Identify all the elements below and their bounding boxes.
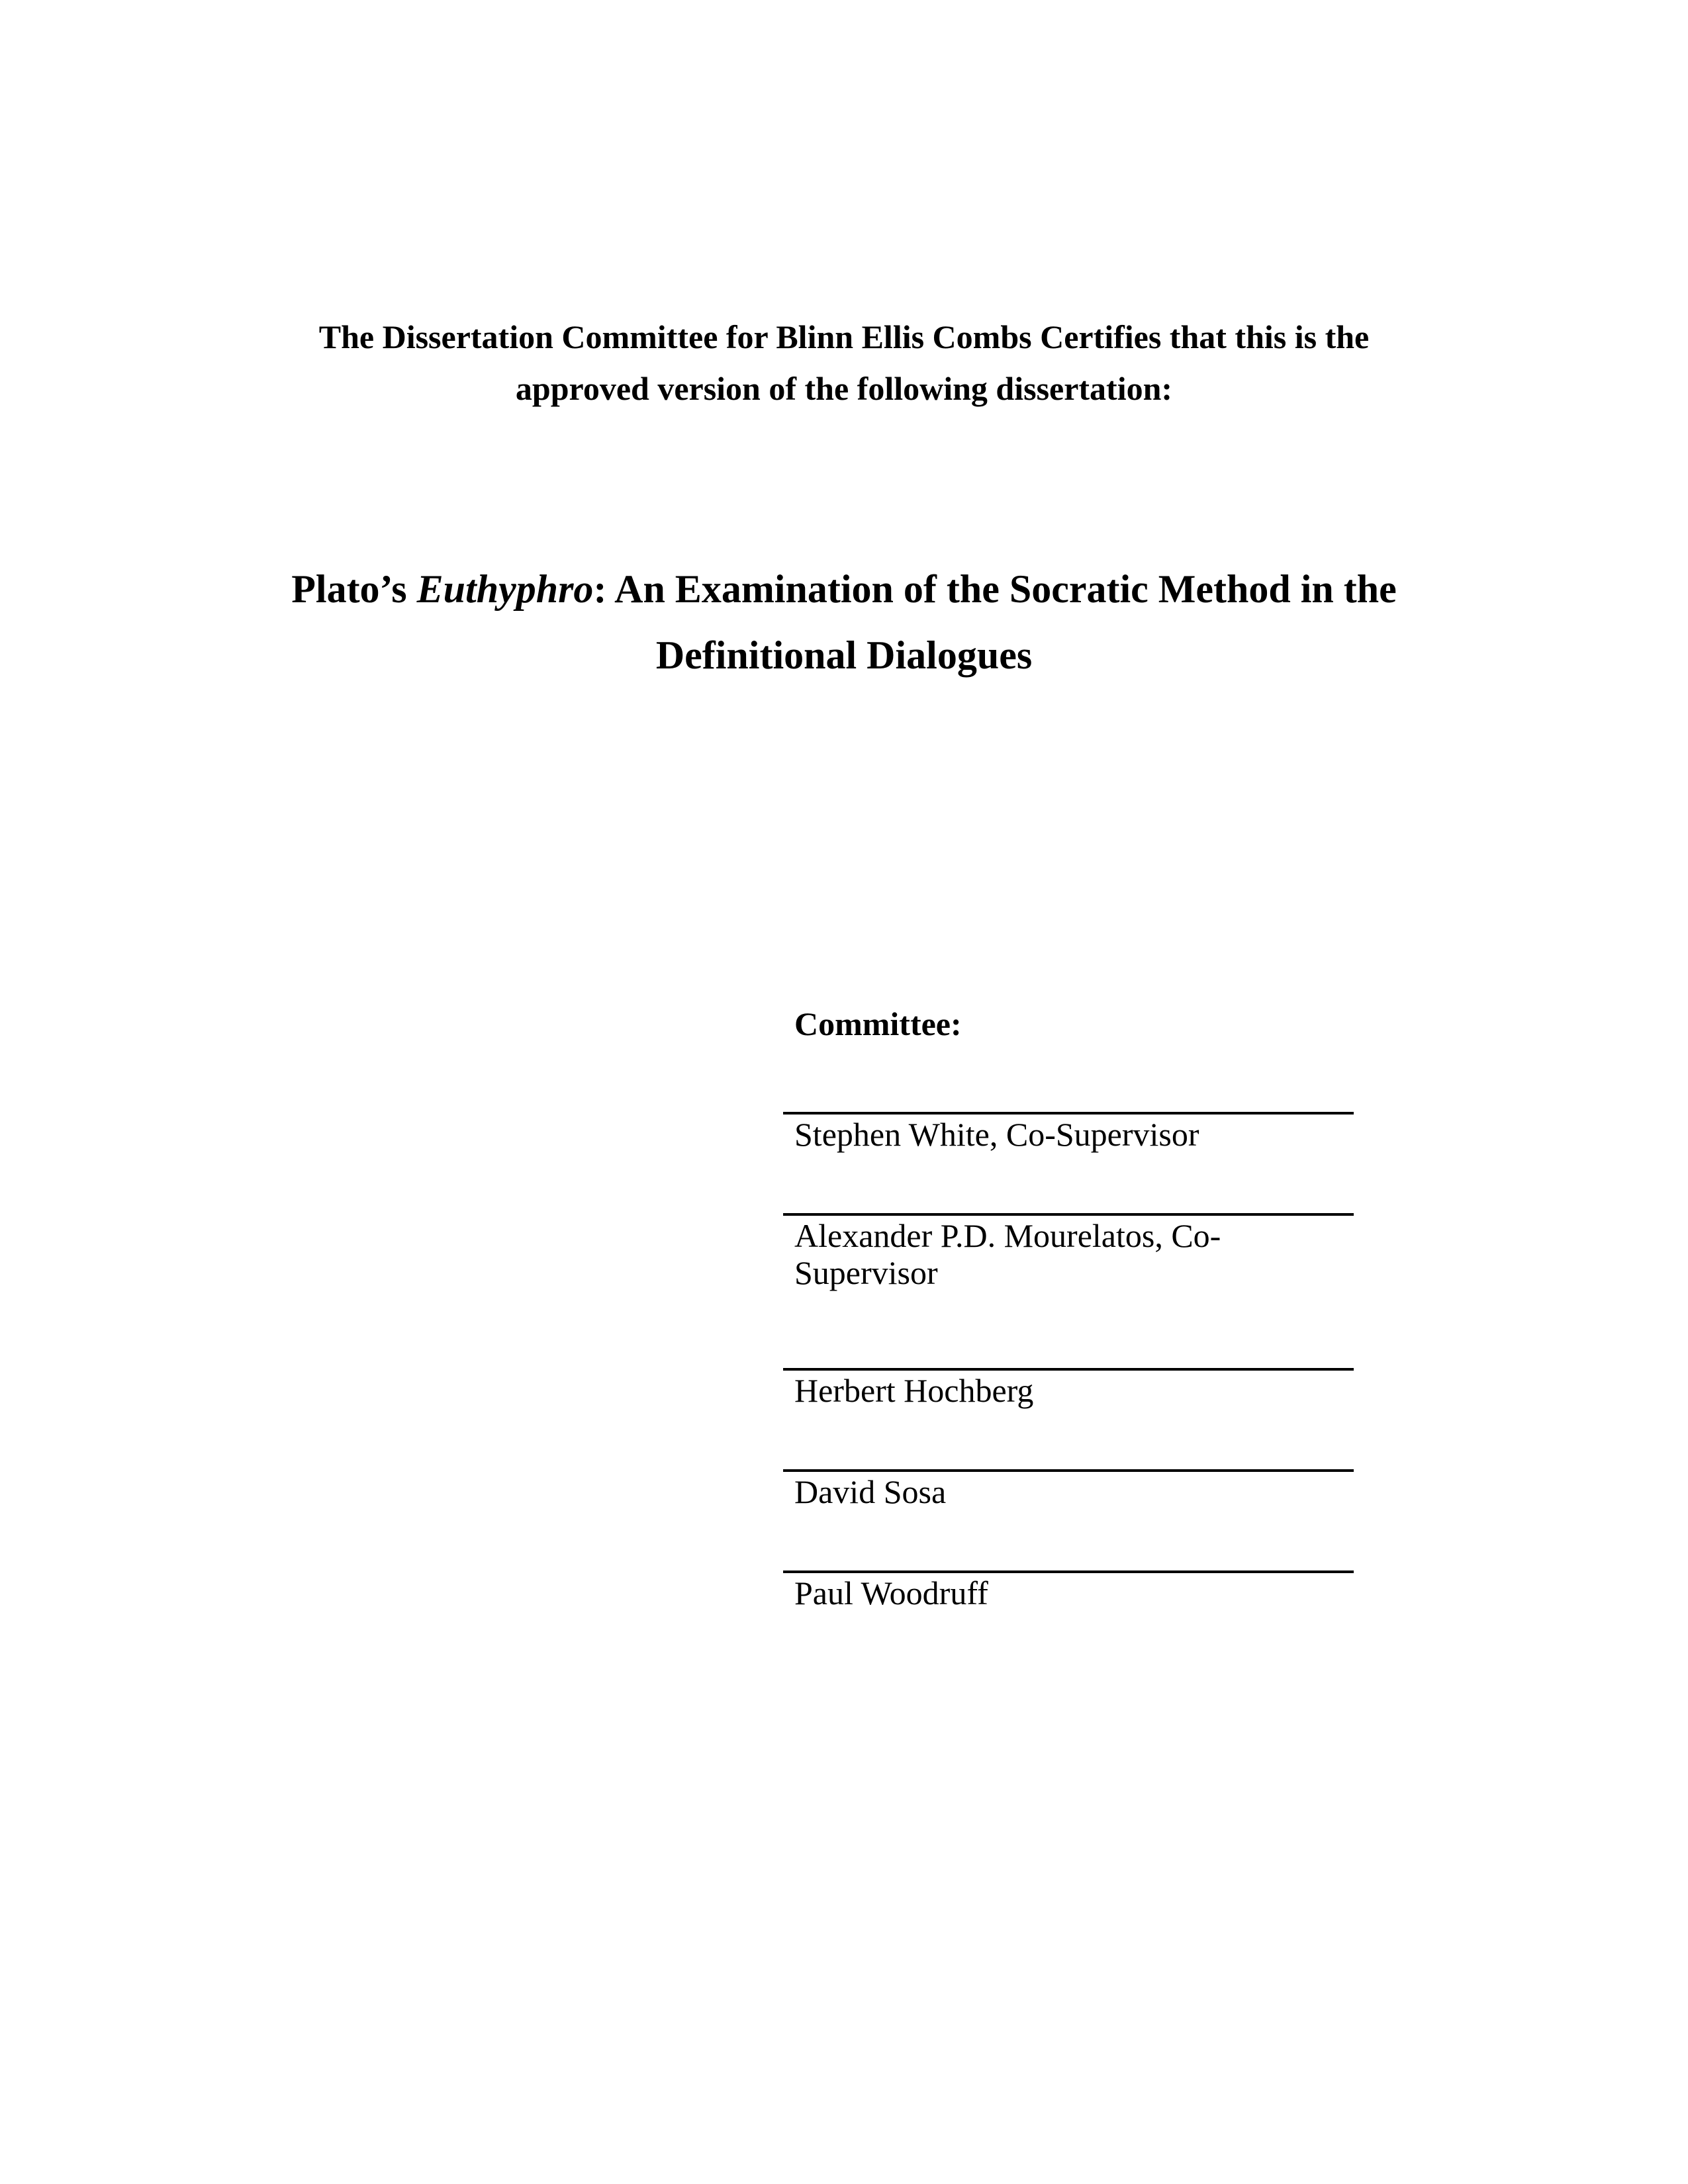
dissertation-title [199,556,1489,688]
committee-heading: Committee: [794,1005,962,1042]
committee-member-name: David Sosa [794,1473,947,1510]
title-prefix: Plato’s [291,567,417,611]
signature-block [783,1469,1354,1510]
title-line-2: Definitional Dialogues [655,633,1033,677]
title-italic-work: Euthyphro [416,567,594,611]
certification-line-1: The Dissertation Committee for Blinn Ellis Combs Certifies that this is the [318,318,1370,355]
signature-block [783,1368,1354,1409]
signature-block [783,1213,1354,1291]
certification-statement [199,311,1489,414]
committee-member-name: Paul Woodruff [794,1574,988,1612]
title-rest: : An Examination of the Socratic Method in the [593,567,1397,611]
certification-line-2: approved version of the following dissertation: [515,370,1173,407]
title-line-1 [199,556,1489,622]
signature-block [783,1570,1354,1612]
committee-member-name: Stephen White, Co-Supervisor [794,1116,1199,1153]
committee-member-name: Alexander P.D. Mourelatos, Co-Supervisor [794,1217,1221,1291]
signature-block [783,1112,1354,1153]
committee-member-name: Herbert Hochberg [794,1372,1034,1409]
